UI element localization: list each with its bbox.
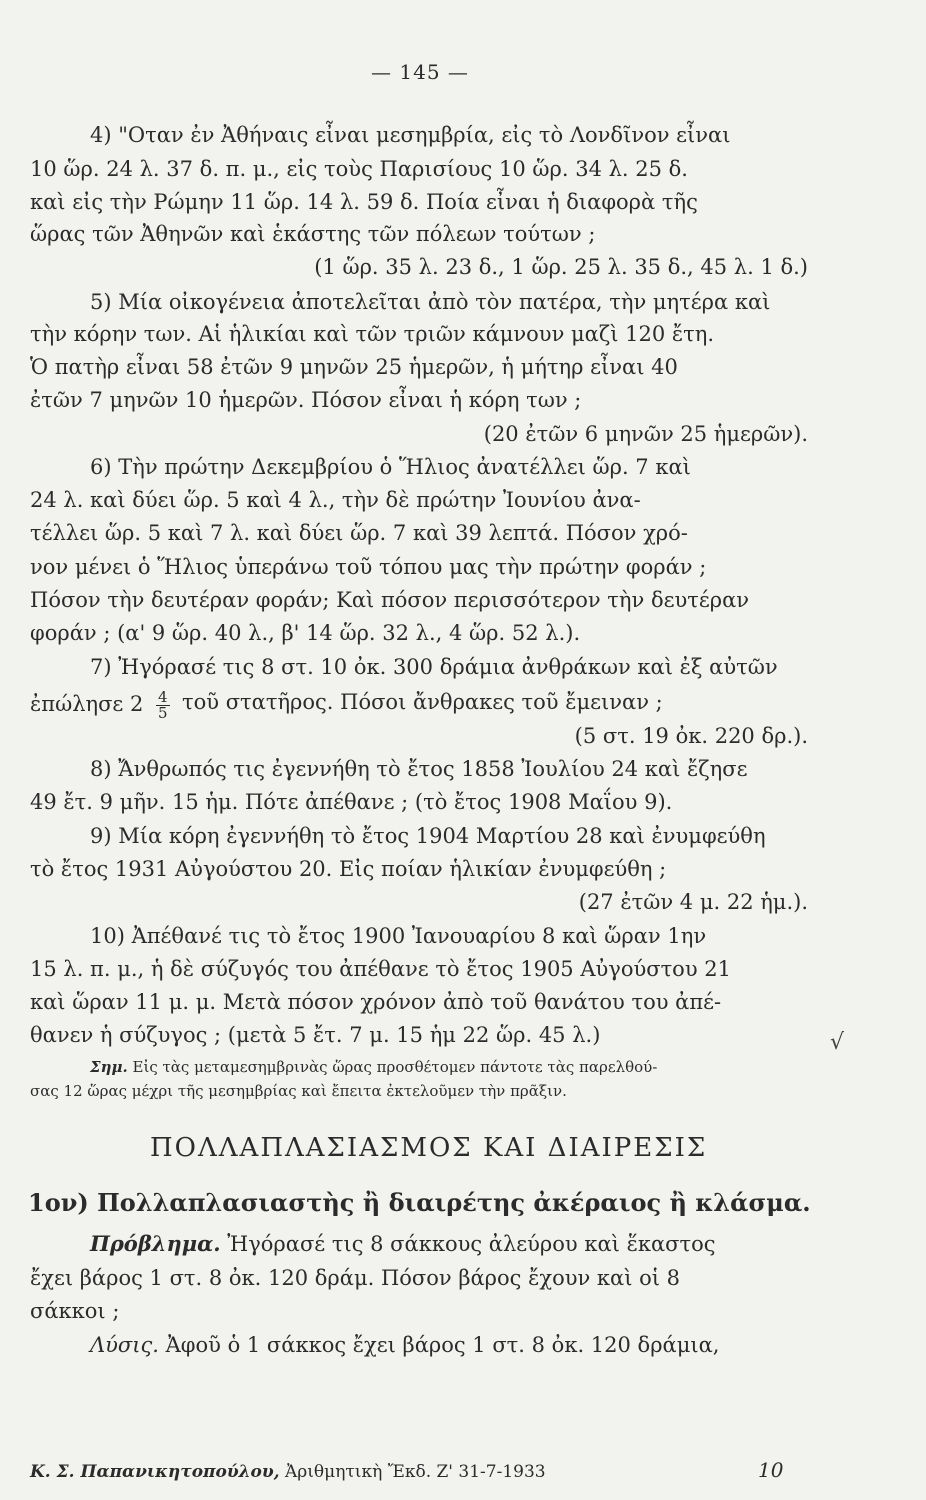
text-line: 10 ὥρ. 24 λ. 37 δ. π. μ., εἰς τοὺς Παρισίους 10 ὥρ. 34 λ. 25 δ.: [30, 157, 688, 181]
text-line: τοῦ στατῆρος. Πόσοι ἄνθρακες τοῦ ἔμειναν ;: [182, 690, 663, 714]
note-line-1: [90, 1057, 657, 1077]
text-line: 49 ἔτ. 9 μῆν. 15 ἡμ. Πότε ἀπέθανε ; (τὸ ἔτος 1908 Μαΐου 9).: [30, 790, 673, 814]
text-line: Ὁ πατὴρ εἶναι 58 ἐτῶν 9 μηνῶν 25 ἡμερῶν, ἡ μήτηρ εἶναι 40: [30, 355, 678, 379]
problem-line-1: [90, 1232, 716, 1256]
problem-line-3: σάκκοι ;: [30, 1299, 120, 1323]
text-line: 6) Τὴν πρώτην Δεκεμβρίου ὁ Ἥλιος ἀνατέλλει ὥρ. 7 καὶ: [90, 455, 691, 479]
text-line: (27 ἐτῶν 4 μ. 22 ἡμ.).: [578, 890, 808, 914]
text-line: 8) Ἄνθρωπός τις ἐγεννήθη τὸ ἔτος 1858 Ἰουλίου 24 καὶ ἔζησε: [90, 757, 748, 781]
text-line: (5 στ. 19 ὀκ. 220 δρ.).: [574, 724, 808, 748]
fraction: [156, 690, 170, 721]
check-mark: √: [830, 1030, 845, 1055]
text-line: τὴν κόρην των. Αἱ ἡλικίαι καὶ τῶν τριῶν κάμνουν μαζὶ 120 ἔτη.: [30, 322, 715, 346]
text-line: 15 λ. π. μ., ἡ δὲ σύζυγός του ἀπέθανε τὸ ἔτος 1905 Αὐγούστου 21: [30, 957, 731, 981]
text-line: 24 λ. καὶ δύει ὥρ. 5 καὶ 4 λ., τὴν δὲ πρώτην Ἰουνίου ἀνα-: [30, 488, 641, 512]
footer-sheet-number: 10: [758, 1458, 784, 1482]
problem-line-2: ἔχει βάρος 1 στ. 8 ὀκ. 120 δράμ. Πόσον βάρος ἔχουν καὶ οἱ 8: [30, 1266, 681, 1290]
fraction-lead: ἐπώλησε 2: [30, 692, 144, 716]
text-line: νον μένει ὁ Ἥλιος ὑπεράνω τοῦ τόπου μας τὴν πρώτην φοράν ;: [30, 555, 707, 579]
footer-book: Ἀριθμητικὴ Ἔκδ. Ζ' 31-7-1933: [285, 1462, 546, 1482]
page-footer: [30, 1458, 784, 1482]
text-line: τέλλει ὥρ. 5 καὶ 7 λ. καὶ δύει ὥρ. 7 καὶ 39 λεπτά. Πόσον χρό-: [30, 521, 688, 545]
text-line: (20 ἐτῶν 6 μηνῶν 25 ἡμερῶν).: [483, 422, 808, 446]
problem-text-1: Ἠγόρασέ τις 8 σάκκους ἀλεύρου καὶ ἕκαστος: [227, 1232, 716, 1256]
text-line: ἐτῶν 7 μηνῶν 10 ἡμερῶν. Πόσον εἶναι ἡ κόρη των ;: [30, 388, 582, 412]
section-subheading: 1ον) Πολλαπλασιαστὴς ἢ διαιρέτης ἀκέραιος ἢ κλάσμα.: [28, 1188, 811, 1217]
text-line: (1 ὥρ. 35 λ. 23 δ., 1 ὥρ. 25 λ. 35 δ., 45 λ. 1 δ.): [314, 255, 808, 279]
text-line: 4) "Οταν ἐν Ἀθήναις εἶναι μεσημβρία, εἰς τὸ Λονδῖνον εἶναι: [90, 123, 731, 147]
text-line: Πόσον τὴν δευτέραν φοράν; Καὶ πόσον περισσότερον τὴν δευτέραν: [30, 588, 750, 612]
solution-text: Ἀφοῦ ὁ 1 σάκκος ἔχει βάρος 1 στ. 8 ὀκ. 120 δράμια,: [165, 1333, 720, 1357]
text-line: θανεν ἡ σύζυγος ; (μετὰ 5 ἔτ. 7 μ. 15 ἡμ 22 ὥρ. 45 λ.): [30, 1023, 601, 1047]
fraction-numerator: 4: [158, 688, 168, 706]
solution-label: Λύσις.: [90, 1333, 159, 1357]
text-line: φοράν ; (α' 9 ὥρ. 40 λ., β' 14 ὥρ. 32 λ., 4 ὥρ. 52 λ.).: [30, 621, 581, 645]
text-line: 9) Μία κόρη ἐγεννήθη τὸ ἔτος 1904 Μαρτίου 28 καὶ ἐνυμφεύθη: [90, 824, 766, 848]
note-text-1: Εἰς τὰς μεταμεσημβρινὰς ὥρας προσθέτομεν πάντοτε τὰς παρελθού-: [132, 1058, 658, 1076]
section-heading: ΠΟΛΛΑΠΛΑΣΙΑΣΜΟΣ ΚΑΙ ΔΙΑΙΡΕΣΙΣ: [150, 1133, 708, 1163]
text-line: 5) Μία οἰκογένεια ἀποτελεῖται ἀπὸ τὸν πατέρα, τὴν μητέρα καὶ: [90, 290, 771, 314]
page-number: — 145 —: [371, 60, 469, 84]
text-line: καὶ ὥραν 11 μ. μ. Μετὰ πόσον χρόνον ἀπὸ τοῦ θανάτου του ἀπέ-: [30, 990, 722, 1014]
fraction-denominator: 5: [158, 704, 168, 722]
footer-author: Κ. Σ. Παπανικητοπούλου,: [30, 1462, 280, 1482]
text-line: 7) Ἠγόρασέ τις 8 στ. 10 ὀκ. 300 δράμια ἀνθράκων καὶ ἐξ αὐτῶν: [90, 655, 778, 679]
text-line: ὥρας τῶν Ἀθηνῶν καὶ ἑκάστης τῶν πόλεων τούτων ;: [30, 222, 596, 246]
text-line: 10) Ἀπέθανέ τις τὸ ἔτος 1900 Ἰανουαρίου 8 καὶ ὥραν 1ην: [90, 924, 707, 948]
note-line-2: σας 12 ὥρας μέχρι τῆς μεσημβρίας καὶ ἔπειτα ἐκτελοῦμεν τὴν πρᾶξιν.: [30, 1082, 567, 1100]
text-line: καὶ εἰς τὴν Ρώμην 11 ὥρ. 14 λ. 59 δ. Ποία εἶναι ἡ διαφορὰ τῆς: [30, 190, 698, 214]
problem-label: Πρόβλημα.: [90, 1231, 221, 1256]
note-label: Σημ.: [90, 1058, 128, 1076]
solution-line: [90, 1333, 719, 1357]
fraction-line: [30, 690, 176, 721]
text-line: τὸ ἔτος 1931 Αὐγούστου 20. Εἰς ποίαν ἡλικίαν ἐνυμφεύθη ;: [30, 857, 667, 881]
